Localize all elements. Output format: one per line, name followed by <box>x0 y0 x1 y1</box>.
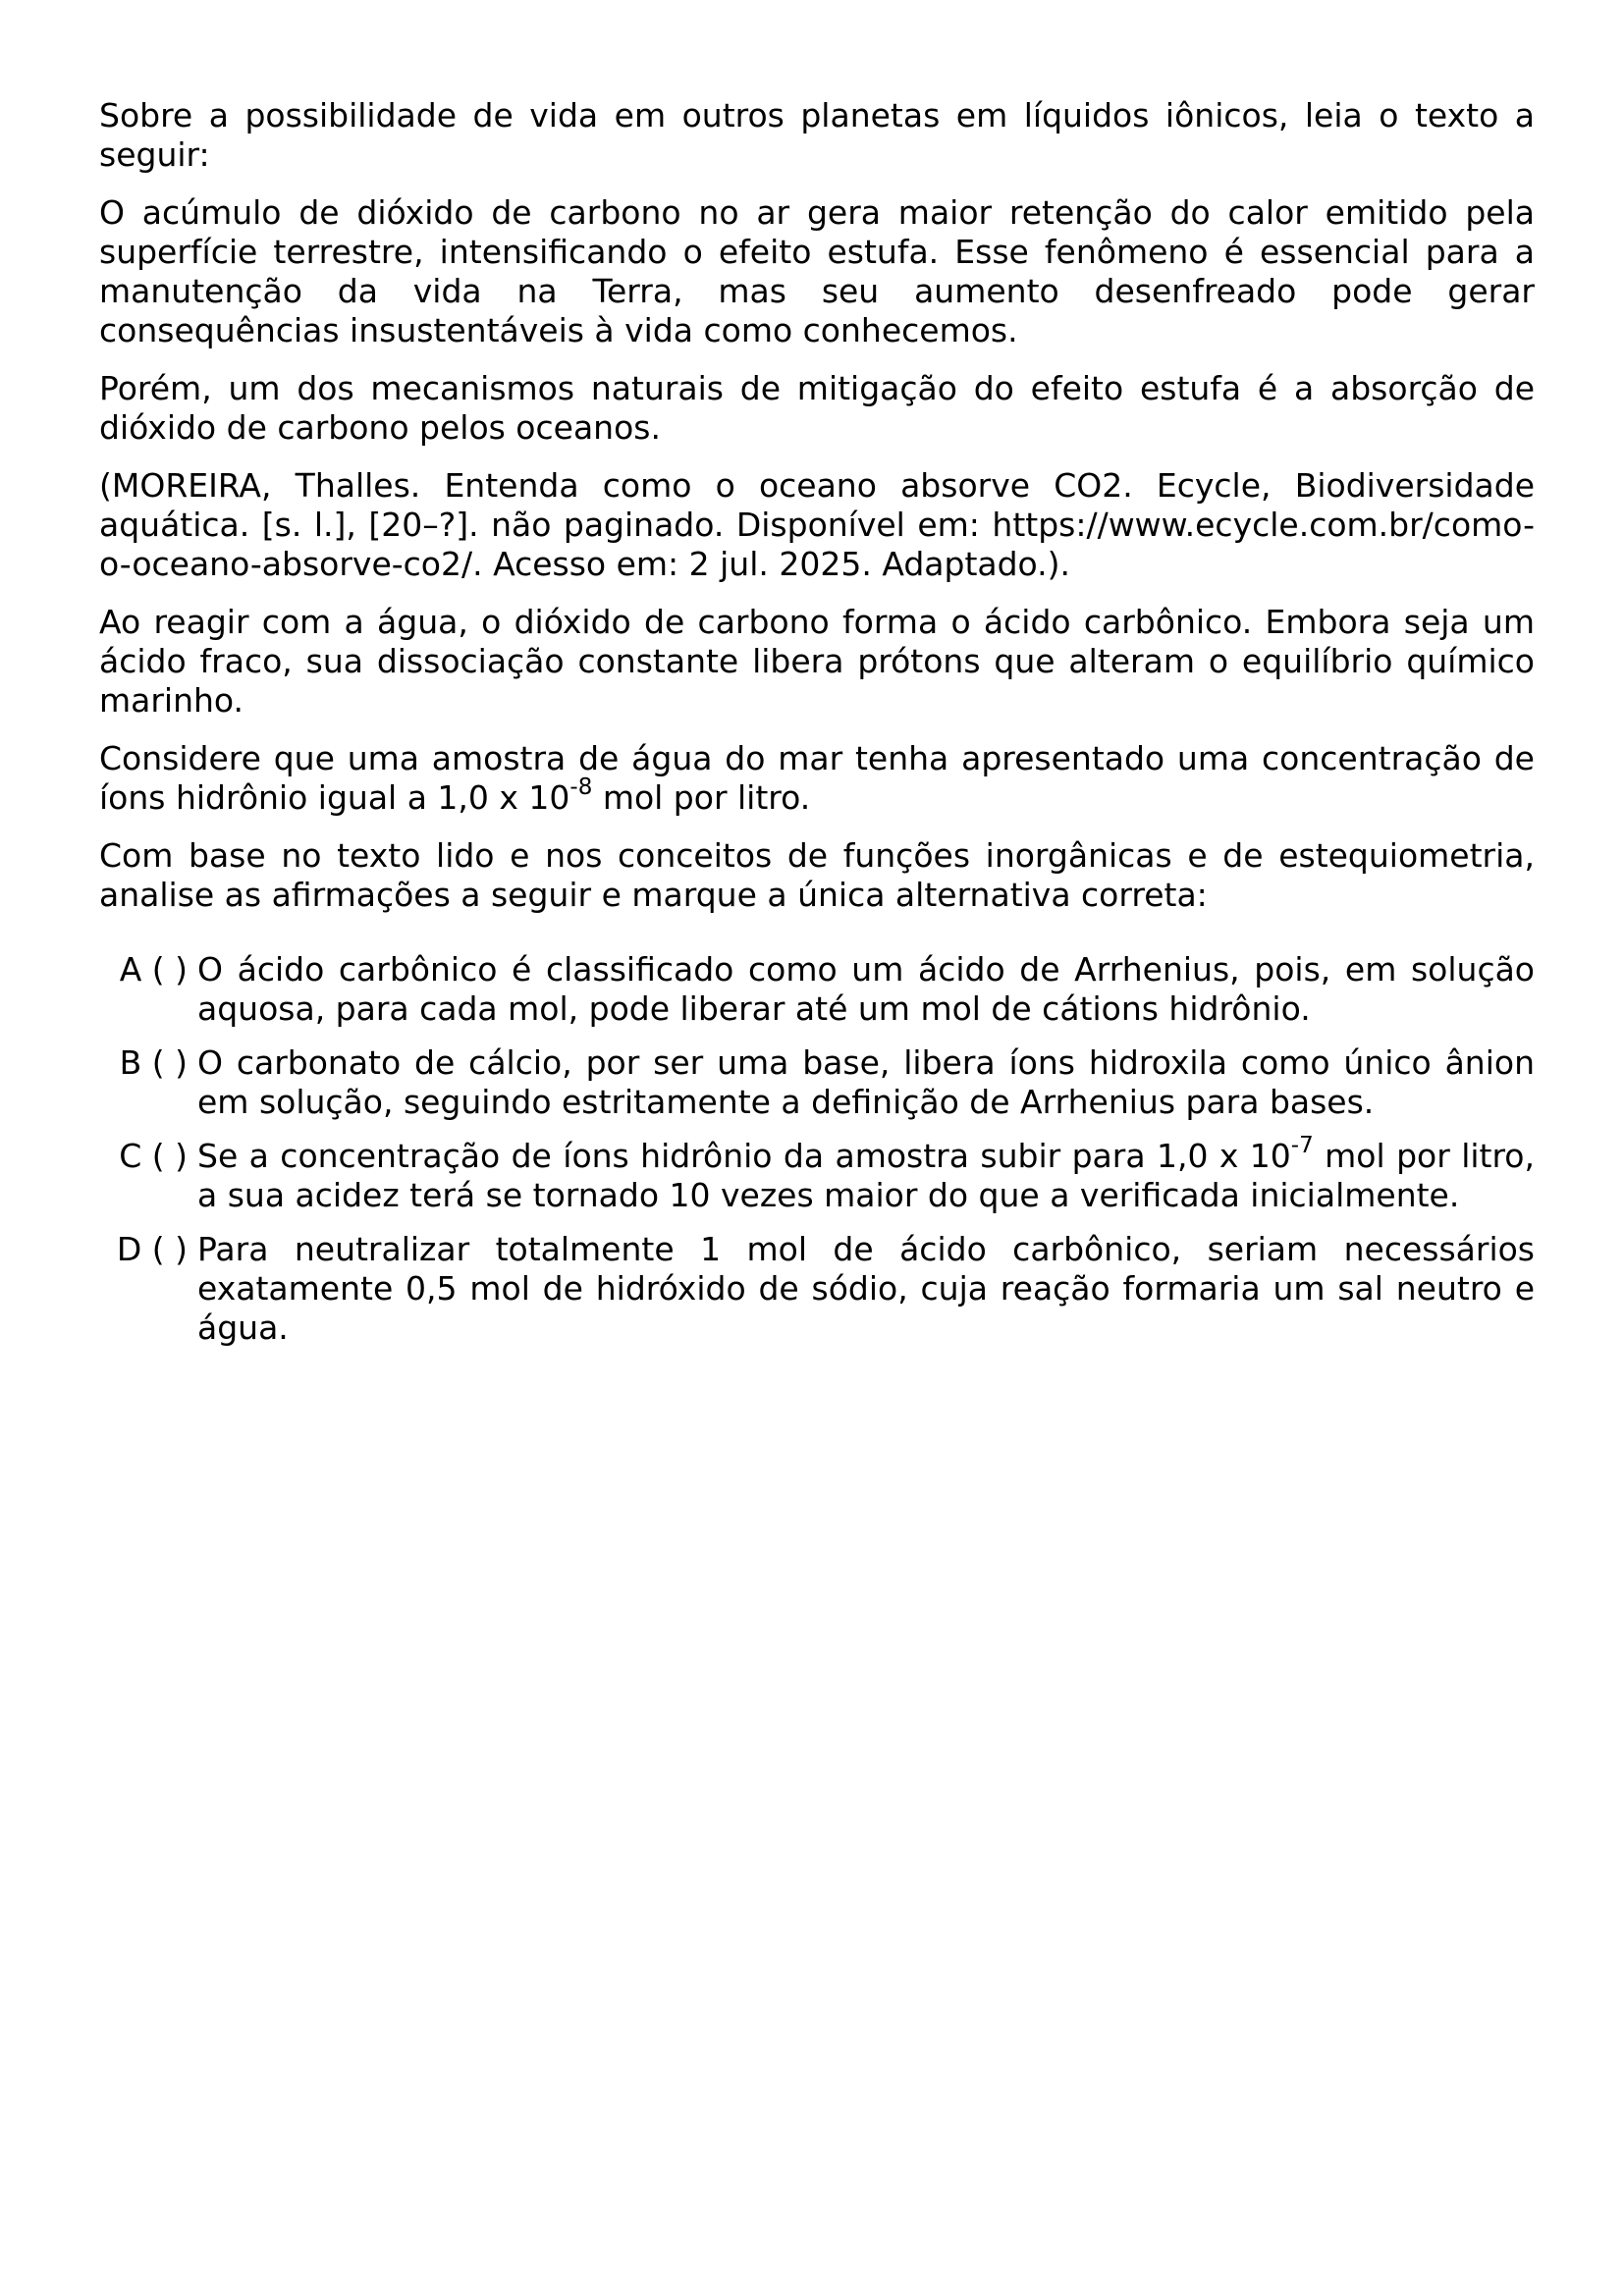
option-b-label[interactable]: B ( ) <box>119 1043 188 1082</box>
instruction-paragraph: Com base no texto lido e nos conceitos de funções inorgânicas e de estequiometria, analise as afirmações a seguir e marque a única alternativa correta: <box>99 836 1535 914</box>
text-paragraph-3: Ao reagir com a água, o dióxido de carbono forma o ácido carbônico. Embora seja um ácido fraco, sua dissociação constante libera prótons que alteram o equilíbrio químico marinho. <box>99 603 1535 720</box>
option-c-exponent: -7 <box>1290 1133 1314 1158</box>
intro-paragraph: Sobre a possibilidade de vida em outros planetas em líquidos iônicos, leia o texto a seguir: <box>99 96 1535 174</box>
text-paragraph-4-exponent: -8 <box>569 774 593 800</box>
option-a-label[interactable]: A ( ) <box>119 950 188 988</box>
option-c-label[interactable]: C ( ) <box>119 1137 188 1175</box>
text-paragraph-4 <box>99 739 1535 818</box>
answer-options <box>99 950 1535 1348</box>
option-c-text <box>188 1133 1535 1215</box>
option-b[interactable] <box>99 1043 1535 1122</box>
option-c-text-after: mol por litro, a sua acidez terá se tornado 10 vezes maior do que a verificada inicialmente. <box>197 1137 1535 1214</box>
option-c-text-before: Se a concentração de íons hidrônio da amostra subir para 1,0 x 10 <box>197 1137 1291 1175</box>
option-a-text: O ácido carbônico é classificado como um ácido de Arrhenius, pois, em solução aquosa, para cada mol, pode liberar até um mol de cátions hidrônio. <box>197 950 1535 1028</box>
text-paragraph-4-after: mol por litro. <box>592 778 811 817</box>
question-page <box>99 96 1535 1362</box>
text-paragraph-4-before: Considere que uma amostra de água do mar tenha apresentado uma concentração de íons hidrônio igual a 1,0 x 10 <box>99 739 1535 817</box>
text-paragraph-1: O acúmulo de dióxido de carbono no ar gera maior retenção do calor emitido pela superfície terrestre, intensificando o efeito estufa. Esse fenômeno é essencial para a manutenção da vida na Terra, mas seu aumento desenfreado pode gerar consequências insustentáveis à vida como conhecemos. <box>99 193 1535 349</box>
option-d-label[interactable]: D ( ) <box>116 1230 188 1268</box>
option-d-text: Para neutralizar totalmente 1 mol de ácido carbônico, seriam necessários exatamente 0,5 mol de hidróxido de sódio, cuja reação formaria um sal neutro e água. <box>197 1230 1535 1347</box>
option-d[interactable] <box>99 1230 1535 1348</box>
option-c[interactable] <box>99 1133 1535 1215</box>
citation-paragraph: (MOREIRA, Thalles. Entenda como o oceano absorve CO2. Ecycle, Biodiversidade aquática. [s. l.], [20–?]. não paginado. Disponível em: https://www.ecycle.com.br/como-o-oceano-absorve-co2/. Acesso em: 2 jul. 2025. Adaptado.). <box>99 466 1535 583</box>
text-paragraph-2: Porém, um dos mecanismos naturais de mitigação do efeito estufa é a absorção de dióxido de carbono pelos oceanos. <box>99 369 1535 447</box>
option-a[interactable] <box>99 950 1535 1029</box>
option-b-text: O carbonato de cálcio, por ser uma base, libera íons hidroxila como único ânion em solução, seguindo estritamente a definição de Arrhenius para bases. <box>197 1043 1535 1121</box>
